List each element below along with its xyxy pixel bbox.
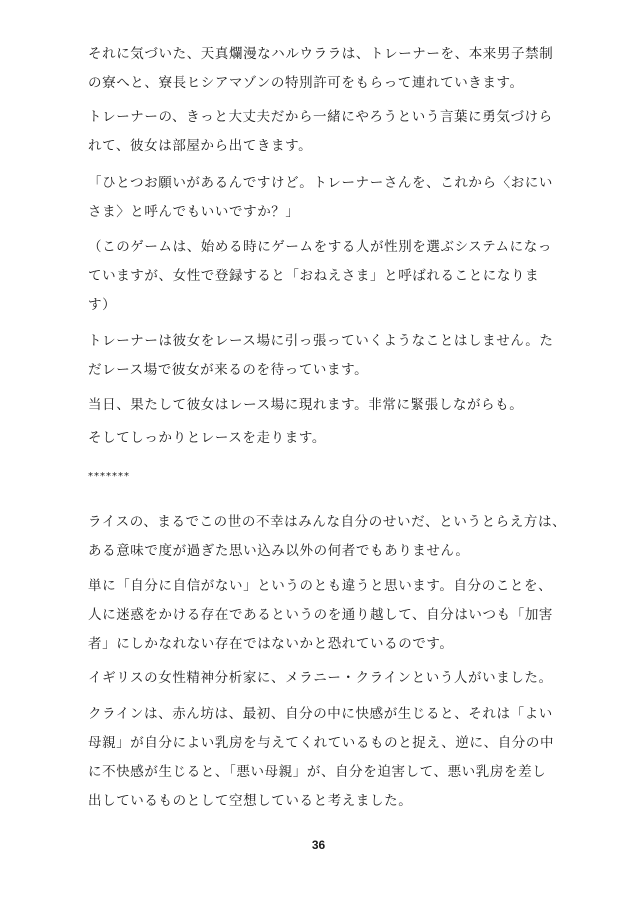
text-line: れて、彼女は部屋から出てきます。	[88, 138, 313, 154]
paragraph	[88, 233, 558, 320]
text-line: 人に迷惑をかける存在であるというのを通り越して、自分はいつも「加害	[88, 607, 554, 623]
text-line: ライスの、まるでこの世の不幸はみんな自分のせいだ、というとらえ方は、	[88, 514, 567, 530]
text-line: だレース場で彼女が来るのを待っています。	[88, 362, 369, 378]
paragraph	[88, 572, 558, 659]
paragraph	[88, 327, 558, 385]
text-line: の寮へと、寮長ヒシアマゾンの特別許可をもらって連れていきます。	[88, 75, 524, 91]
text-line: に不快感が生じると、「悪い母親」が、自分を迫害して、悪い乳房を差し	[88, 764, 547, 780]
text-line: そしてしっかりとレースを走ります。	[88, 430, 326, 446]
text-line: 「ひとつお願いがあるんですけど。トレーナーさんを、これから〈おにい	[88, 175, 554, 191]
text-line: 母親」が自分によい乳房を与えてくれているものと捉え、逆に、自分の中	[88, 735, 555, 751]
paragraph	[88, 700, 558, 816]
text-line: ていますが、女性で登録すると「おねえさま」と呼ばれることになりま	[88, 268, 540, 284]
text-line: （このゲームは、始める時にゲームをする人が性別を選ぶシステムになっ	[88, 239, 552, 255]
paragraph	[88, 103, 558, 161]
text-line: ある意味で度が過ぎた思い込み以外の何者でもありません。	[88, 543, 470, 559]
paragraph	[88, 391, 558, 420]
text-line: さま〉と呼んでもいいですか？」	[88, 204, 300, 220]
text-line: イギリスの女性精神分析家に、メラニー・クラインという人がいました。	[88, 670, 553, 686]
paragraph	[88, 169, 558, 227]
page-number: 36	[311, 838, 326, 852]
section-separator: *******	[88, 471, 130, 482]
text-line: トレーナーの、きっと大丈夫だから一緒にやろうという言葉に勇気づけら	[88, 109, 553, 125]
text-line: 当日、果たして彼女はレース場に現れます。非常に緊張しながらも。	[88, 397, 524, 413]
text-line: それに気づいた、天真爛漫なハルウララは、トレーナーを、本来男子禁制	[88, 46, 554, 62]
text-line: クラインは、赤ん坊は、最初、自分の中に快感が生じると、それは「よい	[88, 706, 553, 722]
paragraph	[88, 40, 558, 98]
paragraph	[88, 424, 558, 453]
text-line: トレーナーは彼女をレース場に引っ張っていくようなことはしません。た	[88, 333, 554, 349]
text-line: す）	[88, 297, 117, 313]
paragraph	[88, 508, 567, 566]
text-line: 単に「自分に自信がない」というのとも違うと思います。自分のことを、	[88, 578, 553, 594]
paragraph	[88, 664, 558, 693]
text-line: 者」にしかなれない存在ではないかと恐れているのです。	[88, 636, 454, 652]
text-line: 出しているものとして空想していると考えました。	[88, 793, 413, 809]
